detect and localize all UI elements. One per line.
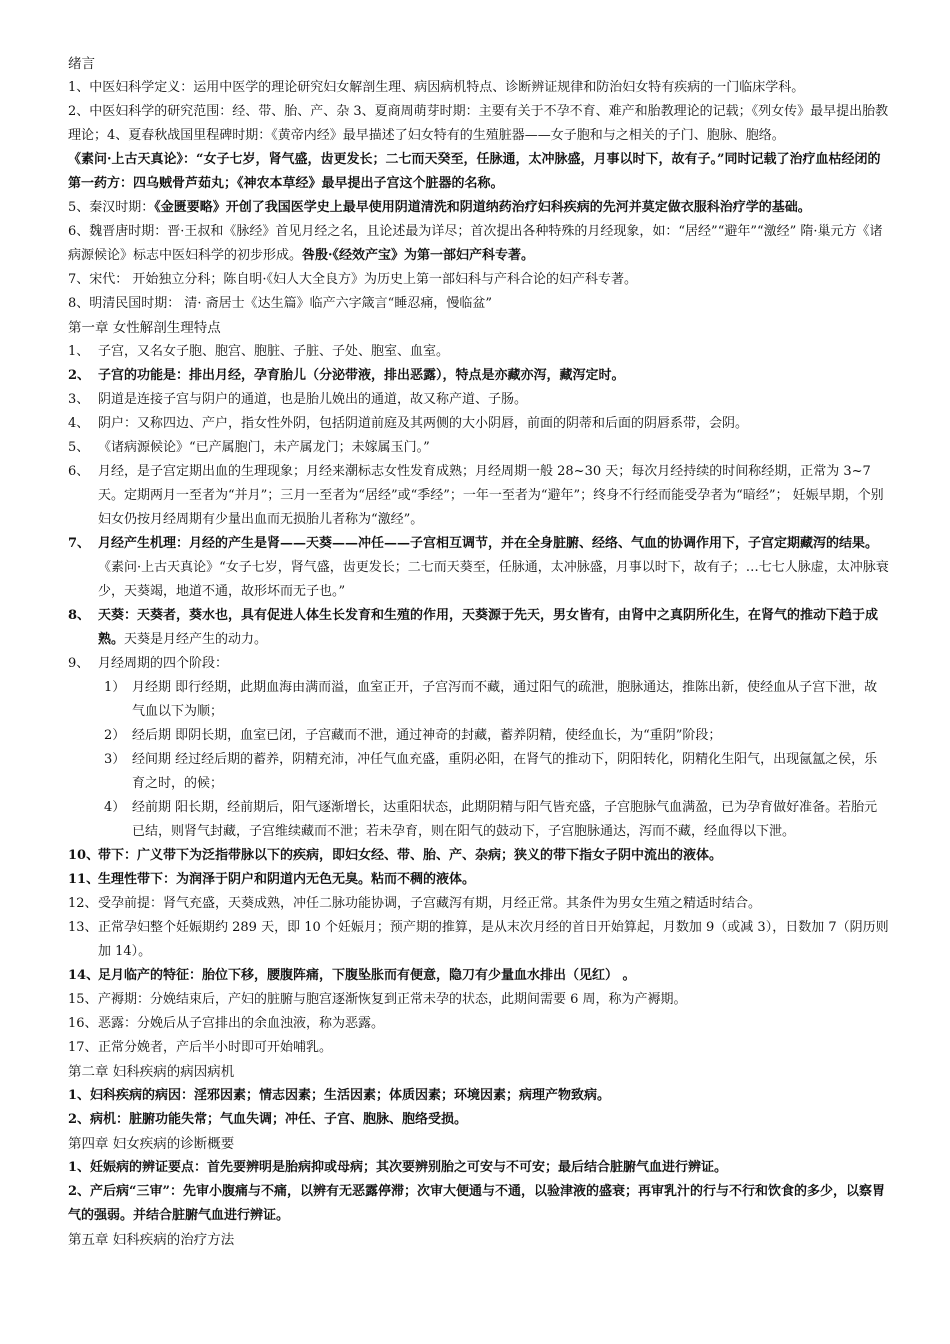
ch1-item-9 (68, 652, 890, 676)
ch4-item-2: 2、产后病“三审”：先审小腹痛与不痛，以辨有无恶露停滞；次审大便通与不通，以验津液的盛衰；再审乳汁的行与不行和饮食的多少，以察胃气的强弱。并结合脏腑气血进行辨证。 (68, 1184, 886, 1223)
item-number: 1、 (68, 344, 90, 359)
item-text: 天葵是月经产生的动力。 (124, 632, 268, 647)
item-text: 月经，是子宫定期出血的生理现象；月经来潮标志女性发育成熟；月经周期一般 28~30 天；每次月经持续的时间称经期，正常为 3~7 天。定期两月一至者为“并月”；三月一至者为“居经”或“季经”；一年一至者为“避年”；终身不行经而能受孕者为“暗经”； 妊娠早期，个别妇女仍按月经周期有少量出血而无损胎儿者称为“激经”。 (98, 464, 884, 527)
item-number: 14、 (68, 968, 100, 983)
stage-text: 经间期 经过经后期的蓄养，阴精充沛，冲任气血充盛，重阴必阳，在肾气的推动下，阴阳转化，阴精化生阳气，出现氤氲之侯，乐育之时，的候； (132, 752, 878, 791)
item-number: 15、 (68, 992, 98, 1007)
ch1-item-17 (68, 1036, 890, 1060)
item-text: 足月临产的特征：胎位下移，腰腹阵痛，下腹坠胀而有便意，隐刀有少量血水排出（见红） 。 (98, 968, 636, 983)
ch1-item-11 (68, 868, 890, 892)
ch1-item-2 (68, 364, 890, 388)
ch1-item-13 (68, 916, 890, 964)
ch1-item-12 (68, 892, 890, 916)
item-text-bold: 天葵：天葵者，葵水也，具有促进人体生长发育和生殖的作用，天葵源于先天，男女皆有，由肾中之真阴所化生，在肾气的推动下趋于成熟。 (98, 608, 879, 647)
item-number: 8、 (68, 608, 91, 623)
item-text: 正常孕妇整个妊娠期约 289 天，即 10 个妊娠月；预产期的推算，是从末次月经的首日开始算起，月数加 9（或减 3），日数加 7（阴历则加 14）。 (98, 920, 889, 959)
intro-item-1: 1、中医妇科学定义：运用中医学的理论研究妇女解剖生理、病因病机特点、诊断辨证规律和防治妇女特有疾病的一门临床学科。 (68, 80, 805, 95)
item-number: 17、 (68, 1040, 98, 1055)
ch1-item-16 (68, 1012, 890, 1036)
intro-title: 绪言 (68, 56, 95, 72)
intro-item-6-text: 6、魏晋唐时期：晋·王叔和《脉经》首见月经之名，且论述最为详尽；首次提出各种特殊的月经现象，如：“居经”“避年”“激经” 隋·巢元方《诸病源候论》标志中医妇科学的初步形成。 (68, 224, 883, 263)
chapter-1-title: 第一章 女性解剖生理特点 (68, 320, 221, 336)
item-number: 3、 (68, 392, 90, 407)
item-text: 正常分娩者，产后半小时即可开始哺乳。 (98, 1040, 333, 1055)
item-text: 受孕前提：肾气充盛，天葵成熟，冲任二脉功能协调，子宫藏泻有期，月经正常。其条件为男女生殖之精适时结合。 (98, 896, 762, 911)
ch1-item-3 (68, 388, 890, 412)
chapter-4-title: 第四章 妇女疾病的诊断概要 (68, 1136, 235, 1152)
item-number: 10、 (68, 848, 100, 863)
intro-item-5-pre: 5、秦汉时期： (68, 200, 155, 215)
item-text: 恶露：分娩后从子宫排出的余血浊液，称为恶露。 (98, 1016, 385, 1031)
item-text: 子宫的功能是：排出月经，孕育胎儿（分泌带液，排出恶露），特点是亦藏亦泻，藏泻定时。 (98, 368, 625, 383)
item-text: 带下：广义带下为泛指带脉以下的疾病，即妇女经、带、胎、产、杂病；狭义的带下指女子阴中流出的液体。 (98, 848, 723, 863)
ch2-item-1: 1、妇科疾病的病因：淫邪因素；情志因素；生活因素；体质因素；环境因素；病理产物致病。 (68, 1088, 611, 1103)
cycle-stage-1 (68, 676, 890, 724)
intro-item-7: 7、宋代： 开始独立分科；陈自明·《妇人大全良方》为历史上第一部妇科与产科合论的妇产科专著。 (68, 272, 638, 287)
item-number: 13、 (68, 920, 98, 935)
ch1-item-5 (68, 436, 890, 460)
stage-number: 3） (104, 752, 126, 767)
ch1-item-15 (68, 988, 890, 1012)
chapter-2-title: 第二章 妇科疾病的病因病机 (68, 1064, 235, 1080)
intro-item-5-bold: 《金匮要略》开创了我国医学史上最早使用阴道清洗和阴道纳药治疗妇科疾病的先河并莫定做衣服科治疗学的基础。 (154, 200, 811, 215)
item-text-bold: 月经产生机理：月经的产生是肾——天葵——冲任——子宫相互调节，并在全身脏腑、经络、气血的协调作用下，子宫定期藏泻的结果。 (98, 536, 879, 551)
item-number: 16、 (68, 1016, 98, 1031)
ch1-item-6 (68, 460, 890, 532)
stage-text: 经后期 即阴长期，血室已闭，子宫藏而不泄，通过神奇的封藏，蓄养阴精，使经血长，为“重阴”阶段； (132, 728, 722, 743)
ch1-item-14 (68, 964, 890, 988)
item-text: 产褥期：分娩结束后，产妇的脏腑与胞宫逐渐恢复到正常未孕的状态，此期间需要 6 周，称为产褥期。 (98, 992, 687, 1007)
stage-text: 月经期 即行经期，此期血海由满而溢，血室正开，子宫泻而不藏，通过阳气的疏泄，胞脉通达，推陈出新，使经血从子宫下泄，故气血以下为顺； (132, 680, 878, 719)
intro-item-5 (68, 196, 890, 220)
stage-number: 1） (104, 680, 126, 695)
ch4-item-1: 1、妊娠病的辨证要点：首先要辨明是胎病抑或母病；其次要辨别胎之可安与不可安；最后结合脏腑气血进行辨证。 (68, 1160, 728, 1175)
item-number: 9、 (68, 656, 90, 671)
cycle-stage-2 (68, 724, 890, 748)
stage-number: 4） (104, 800, 126, 815)
item-text: 阴户：又称四边、产户，指女性外阴，包括阴道前庭及其两侧的大小阴唇，前面的阴蒂和后面的阴唇系带，会阴。 (98, 416, 749, 431)
item-text: 子宫，又名女子胞、胞宫、胞脏、子脏、子处、胞室、血室。 (98, 344, 450, 359)
item-number: 12、 (68, 896, 98, 911)
item-number: 5、 (68, 440, 90, 455)
stage-number: 2） (104, 728, 126, 743)
item-number: 6、 (68, 464, 90, 479)
ch1-item-7 (68, 532, 890, 604)
item-text: 《诸病源候论》“已产属胞门，未产属龙门；未嫁属玉门。” (98, 440, 430, 455)
item-number: 4、 (68, 416, 90, 431)
ch1-item-4 (68, 412, 890, 436)
chapter-5-title: 第五章 妇科疾病的治疗方法 (68, 1232, 235, 1248)
stage-text: 经前期 阳长期，经前期后，阳气逐渐增长，达重阳状态，此期阴精与阳气皆充盛，子宫胞脉气血满盈，已为孕育做好准备。若胎元已结，则肾气封藏，子宫维续藏而不泄；若未孕育，则在阳气的鼓动下，子宫胞脉通达，泻而不藏，经血得以下泄。 (132, 800, 878, 839)
intro-item-suwen: 《素问·上古天真论》：“女子七岁，肾气盛，齿更发长；二七而天癸至，任脉通，太冲脉盛，月事以时下，故有子。”同时记载了治疗血枯经闭的第一药方：四乌贼骨芦茹丸；《神农本草经》最早提出子宫这个脏器的名称。 (68, 152, 881, 191)
item-text: 《素问·上古天真论》“女子七岁，肾气盛，齿更发长；二七而天葵至，任脉通，太冲脉盛，月事以时下，故有子；…七七人脉虚，太冲脉衰少，天葵竭，地道不通，故形坏而无子也。” (98, 560, 889, 599)
cycle-stage-3 (68, 748, 890, 796)
item-text: 月经周期的四个阶段： (98, 656, 229, 671)
item-number: 2、 (68, 368, 91, 383)
intro-item-2: 2、中医妇科学的研究范围：经、带、胎、产、杂 3、夏商周萌芽时期：主要有关于不孕不育、难产和胎教理论的记载；《列女传》最早提出胎教理论；4、夏春秋战国里程碑时期：《黄帝内经》最早描述了妇女特有的生殖脏器——女子胞和与之相关的子门、胞脉、胞络。 (68, 104, 889, 143)
cycle-stage-4 (68, 796, 890, 844)
intro-item-6-bold: 咎殷·《经效产宝》为第一部妇产科专著。 (302, 248, 535, 263)
intro-item-6 (68, 220, 890, 268)
item-number: 7、 (68, 536, 91, 551)
ch1-item-10 (68, 844, 890, 868)
ch1-item-1 (68, 340, 890, 364)
ch1-item-8 (68, 604, 890, 652)
ch2-item-2: 2、病机：脏腑功能失常；气血失调；冲任、子宫、胞脉、胞络受损。 (68, 1112, 468, 1127)
intro-item-8: 8、明清民国时期： 清· 斋居士《达生篇》临产六字箴言“睡忍痛，慢临盆” (68, 296, 492, 311)
item-number: 11、 (68, 872, 100, 887)
item-text: 生理性带下：为润泽于阴户和阴道内无色无臭。粘而不稠的液体。 (98, 872, 476, 887)
item-text: 阴道是连接子宫与阴户的通道，也是胎儿娩出的通道，故又称产道、子肠。 (98, 392, 528, 407)
